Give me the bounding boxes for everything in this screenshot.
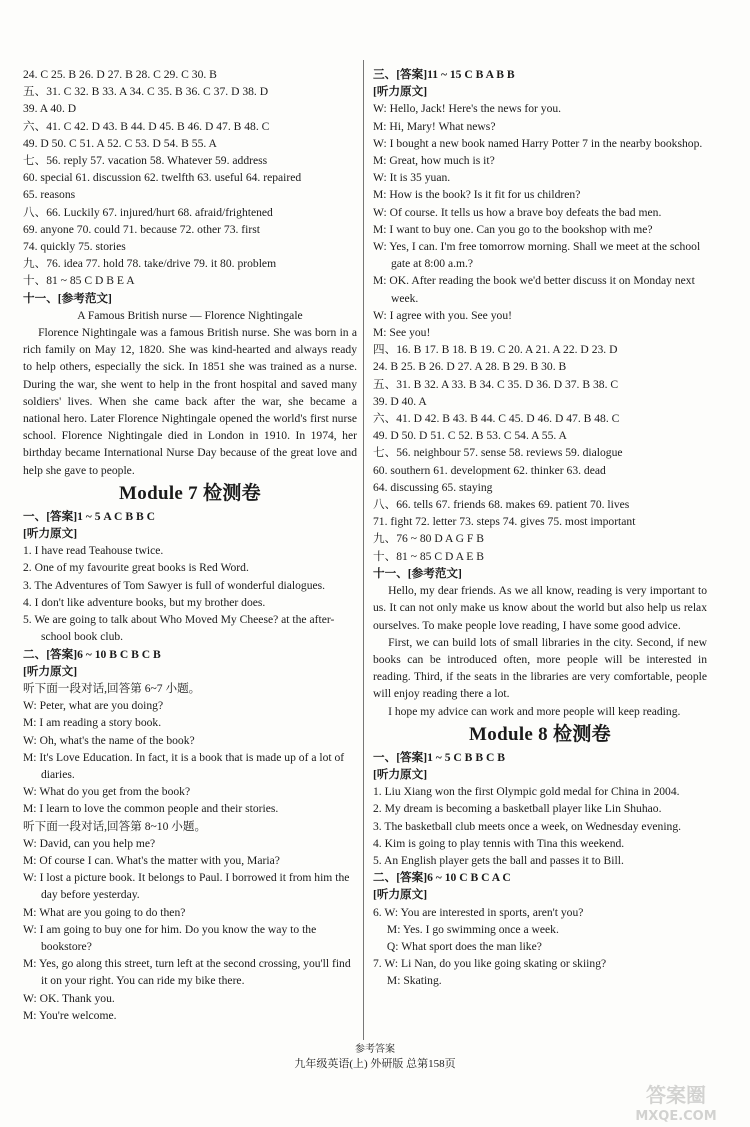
- text-line: W: Oh, what's the name of the book?: [23, 733, 195, 747]
- text-line: W: I agree with you. See you!: [373, 308, 512, 322]
- text-line: W: Peter, what are you doing?: [23, 699, 164, 713]
- text-line: M: See you!: [373, 326, 431, 340]
- text-line: M: Yes, go along this street, turn left at the second crossing, you'll find it on your right. You can ride my bike there.: [23, 957, 351, 988]
- text-line: W: It is 35 yuan.: [373, 171, 451, 185]
- text-line: 二、[答案]6 ~ 10 B C B C B: [23, 647, 161, 661]
- text-line: 2. One of my favourite great books is Red Word.: [23, 561, 249, 575]
- text-line: 39. D 40. A: [373, 394, 427, 408]
- text-line: A Famous British nurse — Florence Nightingale: [77, 308, 303, 322]
- text-line: 49. D 50. C 51. A 52. C 53. D 54. B 55. A: [23, 136, 217, 150]
- text-line: 1. I have read Teahouse twice.: [23, 544, 164, 558]
- text-line: 十一、[参考范文]: [23, 291, 112, 305]
- module-heading: Module 8 检测卷: [469, 723, 611, 745]
- text-line: 3. The basketball club meets once a week, on Wednesday evening.: [373, 819, 682, 833]
- text-line: 49. D 50. D 51. C 52. B 53. C 54. A 55. A: [373, 429, 567, 443]
- text-line: M: Yes. I go swimming once a week.: [386, 922, 559, 936]
- text-line: 六、41. C 42. D 43. B 44. D 45. B 46. D 47. B 48. C: [23, 119, 270, 133]
- watermark-logo: [612, 1082, 740, 1124]
- text-line: 九、76 ~ 80 D A G F B: [373, 532, 484, 546]
- text-line: W: David, can you help me?: [23, 836, 156, 850]
- text-line: [听力原文]: [373, 85, 428, 99]
- text-line: M: I learn to love the common people and their stories.: [23, 802, 279, 816]
- text-line: M: I am reading a story book.: [23, 716, 162, 730]
- text-line: W: OK. Thank you.: [23, 991, 115, 1005]
- text-line: W: Of course. It tells us how a brave boy defeats the bad men.: [373, 205, 662, 219]
- svg-text:MXQE.COM: MXQE.COM: [635, 1109, 717, 1124]
- text-line: 二、[答案]6 ~ 10 C B C A C: [373, 871, 511, 885]
- text-line: 听下面一段对话,回答第 6~7 小题。: [23, 681, 201, 695]
- text-line: 1. Liu Xiang won the first Olympic gold medal for China in 2004.: [373, 785, 680, 799]
- text-line: 十一、[参考范文]: [373, 566, 462, 580]
- text-line: 7. W: Li Nan, do you like going skating or skiing?: [373, 957, 607, 971]
- text-line: M: I want to buy one. Can you go to the bookshop with me?: [373, 222, 653, 236]
- text-line: 69. anyone 70. could 71. because 72. other 73. first: [23, 222, 260, 236]
- text-line: M: What are you going to do then?: [23, 905, 186, 919]
- text-line: 十、81 ~ 85 C D B E A: [23, 274, 135, 288]
- text-line: 八、66. Luckily 67. injured/hurt 68. afraid/frightened: [23, 205, 273, 219]
- text-line: [听力原文]: [23, 664, 78, 678]
- text-line: 十、81 ~ 85 C D A E B: [373, 549, 484, 563]
- text-line: 71. fight 72. letter 73. steps 74. gives 75. most important: [373, 515, 636, 529]
- text-line: W: I am going to buy one for him. Do you know the way to the bookstore?: [23, 922, 317, 953]
- text-line: 听下面一段对话,回答第 8~10 小题。: [23, 819, 207, 833]
- text-line: Hello, my dear friends. As we all know, reading is very important to us. It can not only make us know about the world but also help us relax ourselves. To make people love reading, I have some good advice.: [373, 584, 707, 632]
- text-line: 65. reasons: [23, 188, 76, 202]
- text-line: 四、16. B 17. B 18. B 19. C 20. A 21. A 22. D 23. D: [373, 343, 618, 357]
- text-line: 一、[答案]1 ~ 5 A C B B C: [23, 509, 155, 523]
- text-line: 三、[答案]11 ~ 15 C B A B B: [373, 68, 515, 81]
- svg-text:答案圈: 答案圈: [646, 1083, 706, 1107]
- text-line: 60. southern 61. development 62. thinker 63. dead: [373, 463, 606, 477]
- right-column: [373, 66, 707, 990]
- text-line: M: Hi, Mary! What news?: [373, 119, 496, 133]
- footer-page-info: 九年级英语(上) 外研版 总第158页: [294, 1058, 456, 1070]
- text-line: I hope my advice can work and more people will keep reading.: [388, 704, 681, 718]
- text-line: M: Of course I can. What's the matter with you, Maria?: [23, 853, 280, 867]
- text-line: 3. The Adventures of Tom Sawyer is full of wonderful dialogues.: [23, 578, 326, 592]
- text-line: M: OK. After reading the book we'd better discuss it on Monday next week.: [373, 274, 695, 305]
- text-line: [听力原文]: [23, 527, 78, 541]
- text-line: W: I lost a picture book. It belongs to Paul. I borrowed it from him the day before yesterday.: [23, 871, 350, 902]
- column-divider: [363, 60, 364, 1040]
- text-line: 74. quickly 75. stories: [23, 240, 126, 254]
- text-line: 一、[答案]1 ~ 5 C B B C B: [373, 750, 505, 764]
- text-line: W: What do you get from the book?: [23, 785, 191, 799]
- text-line: 39. A 40. D: [23, 102, 77, 116]
- text-line: [听力原文]: [373, 888, 428, 902]
- text-line: [听力原文]: [373, 767, 428, 781]
- text-line: 五、31. B 32. A 33. B 34. C 35. D 36. D 37. B 38. C: [373, 377, 619, 391]
- text-line: M: It's Love Education. In fact, it is a book that is made up of a lot of diaries.: [23, 750, 345, 781]
- text-line: 4. Kim is going to play tennis with Tina this weekend.: [373, 836, 625, 850]
- text-line: 七、56. reply 57. vacation 58. Whatever 59. address: [23, 154, 268, 168]
- text-line: W: I bought a new book named Harry Potter 7 in the nearby bookshop.: [373, 136, 703, 150]
- text-line: 五、31. C 32. B 33. A 34. C 35. B 36. C 37. D 38. D: [23, 85, 269, 99]
- text-line: M: Skating.: [386, 974, 442, 988]
- text-line: W: Yes, I can. I'm free tomorrow morning. Shall we meet at the school gate at 8:00 a.m.?: [373, 240, 701, 271]
- text-line: 64. discussing 65. staying: [373, 480, 493, 494]
- footer-title: 参考答案: [355, 1044, 395, 1055]
- text-line: M: You're welcome.: [23, 1008, 117, 1022]
- text-line: 24. C 25. B 26. D 27. B 28. C 29. C 30. B: [23, 68, 217, 81]
- text-line: W: Hello, Jack! Here's the news for you.: [373, 102, 562, 116]
- text-line: Q: What sport does the man like?: [386, 939, 542, 953]
- left-column: [23, 66, 357, 1024]
- page-footer: [0, 1043, 750, 1071]
- text-line: 九、76. idea 77. hold 78. take/drive 79. it 80. problem: [23, 257, 277, 271]
- text-line: M: Great, how much is it?: [373, 154, 495, 168]
- text-line: 6. W: You are interested in sports, aren't you?: [373, 905, 584, 919]
- text-line: 七、56. neighbour 57. sense 58. reviews 59. dialogue: [373, 446, 623, 460]
- text-line: 八、66. tells 67. friends 68. makes 69. patient 70. lives: [373, 498, 630, 512]
- text-line: 5. An English player gets the ball and passes it to Bill.: [373, 853, 624, 867]
- text-line: 2. My dream is becoming a basketball player like Lin Shuhao.: [373, 802, 662, 816]
- module-heading: Module 7 检测卷: [119, 482, 261, 504]
- text-line: First, we can build lots of small libraries in the city. Second, if new books can be introduced often, more people will be interested in reading. Third, if the seats in the libraries are very comfortable, people will enjoy reading there a lot.: [373, 635, 707, 701]
- text-line: 六、41. D 42. B 43. B 44. C 45. D 46. D 47. B 48. C: [373, 412, 620, 426]
- text-line: 60. special 61. discussion 62. twelfth 63. useful 64. repaired: [23, 171, 302, 185]
- text-line: 4. I don't like adventure books, but my brother does.: [23, 595, 266, 609]
- text-line: 5. We are going to talk about Who Moved My Cheese? at the after-school book club.: [23, 613, 335, 644]
- text-line: 24. B 25. B 26. D 27. A 28. B 29. B 30. B: [373, 360, 567, 374]
- text-line: M: How is the book? Is it fit for us children?: [373, 188, 581, 202]
- text-line: Florence Nightingale was a famous British nurse. She was born in a rich family on May 12, 1820. She was kind-hearted and always ready to help others, especially the sick. In 1851 she was trained as a nurse. During the war, she went to help in the front hospital and saved many soldiers' lives. When she came back after the war, she became a national hero. Later Florence Nightingale opened the world's first nurse school. Florence Nightingale died in London in 1910. In 1974, her birthday became International Nurse Day because of the great love and help she gave to people.: [23, 326, 357, 477]
